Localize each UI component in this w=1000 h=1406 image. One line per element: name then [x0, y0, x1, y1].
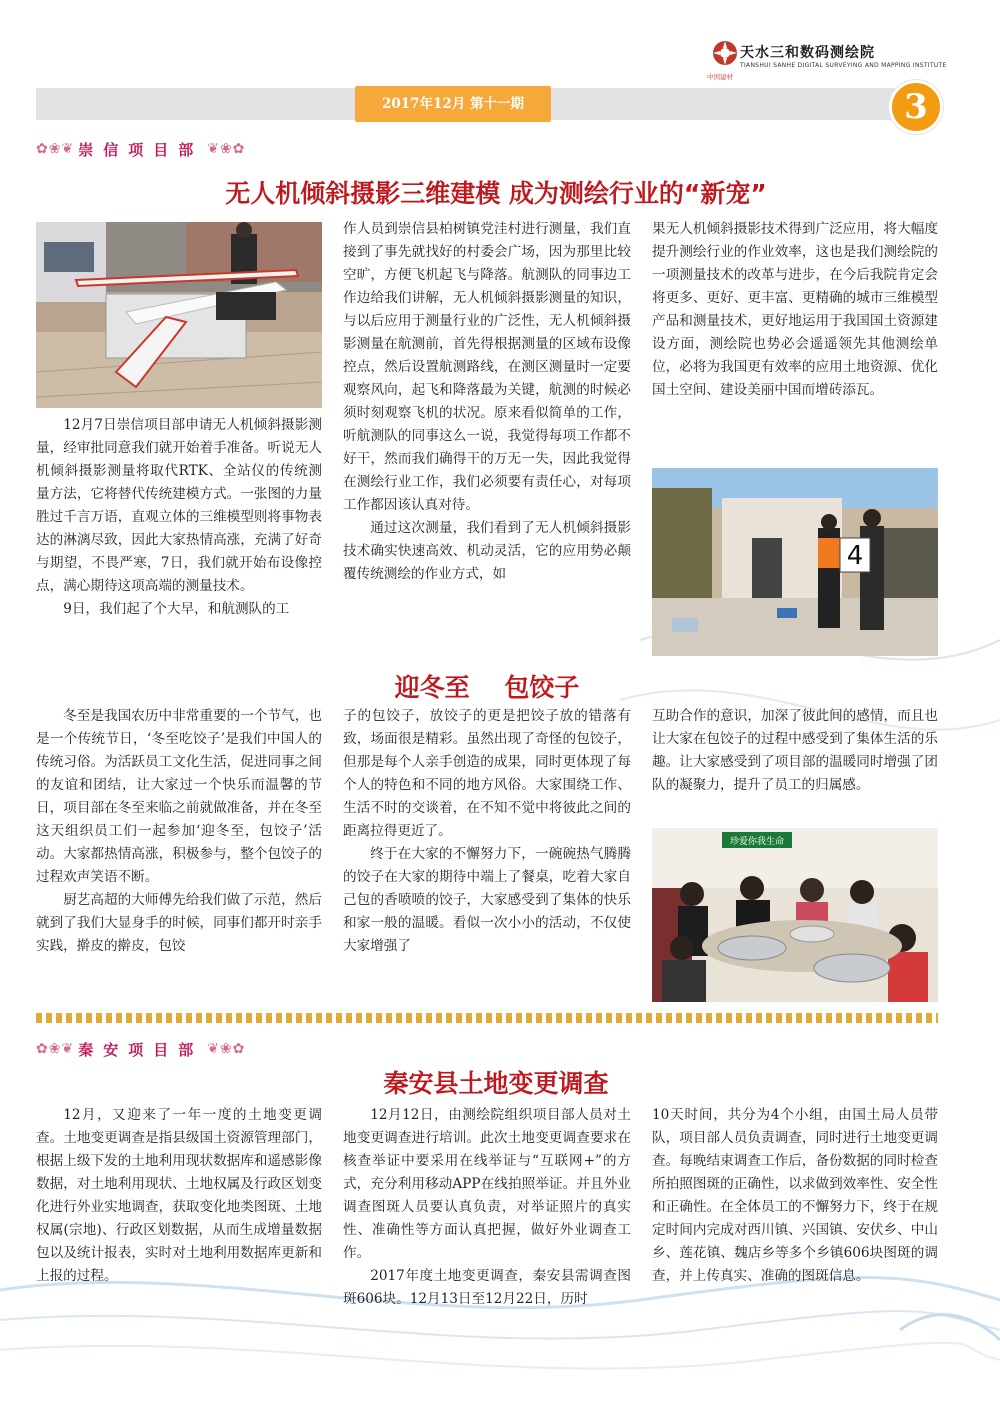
floral-ornament-icon: ❦❀✿ — [207, 141, 246, 157]
org-name: 天水三和数码测绘院 — [740, 45, 875, 61]
section1-column2 — [343, 218, 631, 586]
section-divider — [36, 1013, 938, 1023]
headline-dumplings: 迎冬至 包饺子 — [394, 673, 580, 702]
section-label-text: 崇信项目部 — [78, 140, 204, 159]
paragraph: 12月12日，由测绘院组织项目部人员对土地变更调查进行培训。此次土地变更调查要求在核查举证中要采用在线举证与“互联网+”的方式，充分利用移动APP在线拍照举证。并且外业调查图斑人员要认真负责，对举证照片的真实性、准确性等方面认真把握，做好外业调查工作。 — [343, 1107, 631, 1261]
org-name-en: TIANSHUI SANHE DIGITAL SURVEYING AND MAPPING INSTITUTE — [740, 62, 947, 69]
section2-column3 — [652, 705, 938, 797]
section2-column2 — [343, 705, 631, 958]
issue-date: 2017年12月 第十一期 — [355, 86, 551, 122]
section-label-qinan — [36, 1034, 245, 1064]
photo-dumplings — [652, 828, 938, 1002]
paragraph: 12月，又迎来了一年一度的土地变更调查。土地变更调查是指县级国土资源管理部门，根据上级下发的土地利用现状数据库和遥感影像数据，对土地利用现状、土地权属及行政区划变化进行外业实地调查，获取变化地类图斑、土地权属(宗地)、行政区划数据，从而生成增量数据包以及统计报表，实时对土地利用数据库更新和上报的过程。 — [36, 1107, 322, 1284]
headline-drone: 无人机倾斜摄影三维建模 成为测绘行业的“新宠” — [225, 179, 767, 208]
photo-survey-team — [652, 468, 938, 656]
page-number: 3 — [889, 80, 943, 134]
floral-ornament-icon: ✿❀❦ — [36, 141, 75, 157]
photo-banner-text: 珍爱你我生命 — [729, 837, 785, 847]
paragraph: 作人员到崇信县柏树镇党洼村进行测量，我们直接到了事先就找好的村委会广场，因为那里比较空旷，方便飞机起飞与降落。航测队的同事边工作边给我们讲解，无人机倾斜摄影测量的知识，与以后应用于测量行业的广泛性，无人机倾斜摄影测量在航测前，首先得根据测量的区域布设像控点，然后设置航测路线，在测区测量时一定要观察风向，起飞和降落最为关键，航测的时候必须时刻观察飞机的状况。原来看似简单的工作，听航测队的同事这么一说，我觉得每项工作都不好干，然而我们确得干的万无一失，因此我觉得在测绘行业工作，我们必须要有责任心，对每项工作都因该认真对待。 — [343, 221, 631, 513]
section2-column1 — [36, 705, 322, 958]
paragraph: 厨艺高超的大师傅先给我们做了示范，然后就到了我们大显身手的时候，同事们都开时亲手实践，擀皮的擀皮，包饺 — [36, 892, 322, 954]
section-label-chongxin — [36, 134, 245, 164]
floral-ornament-icon: ❦❀✿ — [207, 1041, 246, 1057]
org-logo-icon — [712, 40, 738, 66]
section-label-text: 秦安项目部 — [78, 1040, 204, 1059]
paragraph: 2017年度土地变更调查，秦安县需调查图斑606块。12月13日至12月22日，历时 — [343, 1268, 631, 1307]
paragraph: 互助合作的意识，加深了彼此间的感情，而且也让大家在包饺子的过程中感受到了集体生活的乐趣。让大家感受到了项目部的温暖同时增强了团队的凝聚力，提升了员工的归属感。 — [652, 708, 938, 793]
paragraph: 通过这次测量，我们看到了无人机倾斜摄影技术确实快速高效、机动灵活，它的应用势必颠覆传统测绘的作业方式，如 — [343, 520, 631, 582]
photo-drone — [36, 222, 322, 408]
parent-brand: 中国建材 — [707, 73, 733, 81]
paragraph: 冬至是我国农历中非常重要的一个节气，也是一个传统节日，‘冬至吃饺子’是我们中国人的传统习俗。为活跃员工文化生活，促进同事之间的友谊和团结，让大家过一个快乐而温馨的节日，项目部在冬至来临之前就做准备，并在冬至这天组织员工们一起参加‘迎冬至，包饺子’活动。大家都热情高涨，积极参与，整个包饺子的过程欢声笑语不断。 — [36, 708, 322, 885]
survey-sign-number: 4 — [846, 541, 864, 571]
section3-column3 — [652, 1104, 938, 1288]
paragraph: 子的包饺子，放饺子的更是把饺子放的错落有致，场面很是精彩。虽然出现了奇怪的包饺子，但那是每个人亲手创造的成果，同时更体现了每个人的特色和不同的地方风俗。大家围绕工作、生活不时的交谈着，在不知不觉中将彼此之间的距离拉得更近了。 — [343, 708, 631, 839]
section1-column3 — [652, 218, 938, 402]
headline-land-survey: 秦安县土地变更调查 — [383, 1069, 609, 1098]
paragraph: 9日，我们起了个大早，和航测队的工 — [63, 601, 290, 617]
floral-ornament-icon: ✿❀❦ — [36, 1041, 75, 1057]
paragraph: 10天时间，共分为4个小组，由国土局人员带队，项目部人员负责调查，同时进行土地变更调查。每晚结束调查工作后，备份数据的同时检查所拍照图斑的正确性，以求做到效率性、安全性和正确性。在全体员工的不懈努力下，终于在规定时间内完成对西川镇、兴国镇、安伏乡、中山乡、莲花镇、魏店乡等多个乡镇606块图斑的调查，并上传真实、准确的图斑信息。 — [652, 1107, 938, 1284]
section3-column1 — [36, 1104, 322, 1288]
section3-column2 — [343, 1104, 631, 1311]
paragraph: 12月7日崇信项目部申请无人机倾斜摄影测量，经审批同意我们就开始着手准备。听说无人机倾斜摄影测量将取代RTK、全站仪的传统测量方法，它将替代传统建模方式。一张图的力量胜过千言万语，直观立体的三维模型则将事物表达的淋漓尽致，因此大家热情高涨，充满了好奇与期望，不畏严寒，7日，我们就开始布设像控点，满心期待这项高端的测量技术。 — [36, 417, 322, 594]
section1-column1 — [36, 414, 322, 621]
paragraph: 果无人机倾斜摄影技术得到广泛应用，将大幅度提升测绘行业的作业效率，这也是我们测绘院的一项测量技术的改革与进步，在今后我院肯定会将更多、更好、更丰富、更精确的城市三维模型产品和测量技术，更好地运用于我国国土资源建设方面，测绘院也势必会遥遥领先其他测绘单位，必将为我国更有效率的应用土地资源、优化国土空间、建设美丽中国而增砖添瓦。 — [652, 221, 938, 398]
paragraph: 终于在大家的不懈努力下，一碗碗热气腾腾的饺子在大家的期待中端上了餐桌，吃着大家自己包的香喷喷的饺子，大家感受到了集体的快乐和家一般的温暖。看似一次小小的活动，不仅使大家增强了 — [343, 846, 631, 954]
